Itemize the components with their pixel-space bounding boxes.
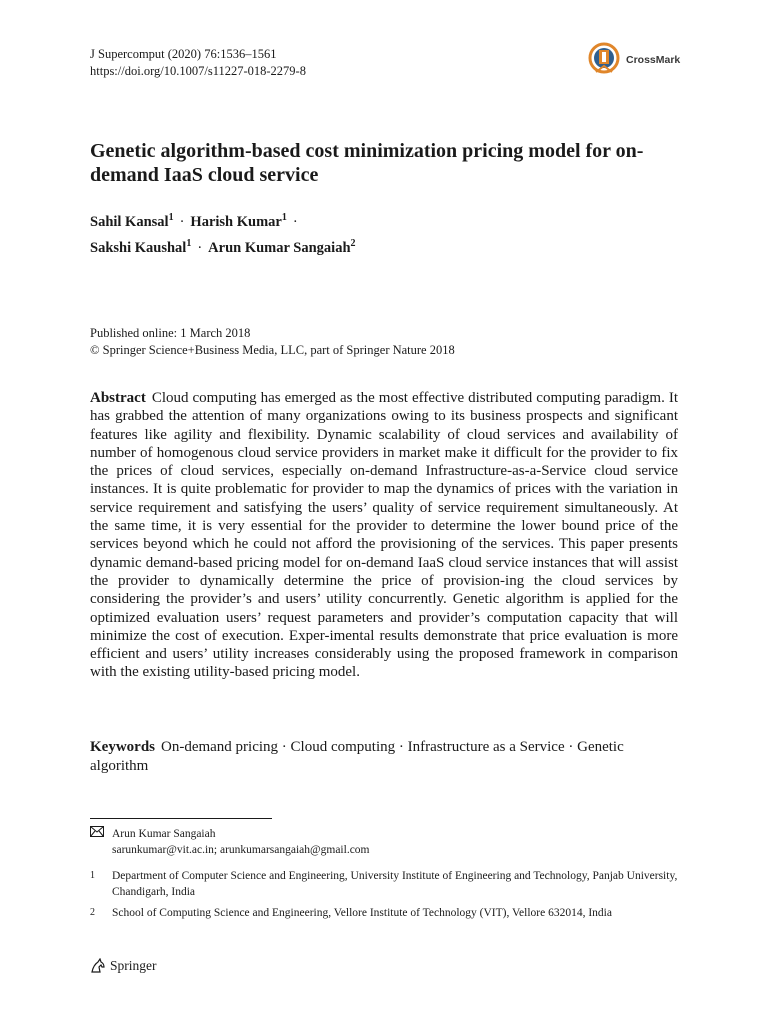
- abstract-heading: Abstract: [90, 390, 146, 406]
- journal-citation: J Supercomput (2020) 76:1536–1561: [90, 47, 277, 61]
- affiliation-mark: 1: [90, 870, 95, 881]
- author-affiliation-mark: 1: [186, 237, 192, 249]
- abstract-text: Cloud computing has emerged as the most effective distributed computing paradigm. It has grabbed the attention of many organizations owing to its business prospects and significant features like agility and flexibility. Dynamic scalability of cloud services and availability of number of homogenous cloud service providers in market make it difficult for the provider to fix the prices of cloud services, especially on-demand Infrastructure-as-a-Service cloud service instances. It is quite problematic for provider to map the dynamics of prices with the variation in service requirement and satisfying the users’ quality of service requirement simultaneously. At the same time, it is very essential for the provider to determine the lower bound price of the services beyond which he could not afford the provisioning of the services. This paper presents dynamic demand-based pricing model for on-demand IaaS cloud service instances that will assist the provider to dynamically determine the price of provision-ing the cloud services by considering the provider’s and users’ utility concurrently. Genetic algorithm is applied for the optimized evaluation users’ request parameters and provider’s computation capacity that will minimize the cost of execution. Exper-imental results demonstrate that price evaluation is more efficient and users’ utility increases considerably using the proposed framework in comparison with the existing utility-based pricing model.: [90, 390, 678, 681]
- affiliation-text: Department of Computer Science and Engineering, University Institute of Engineering and Technology, Panjab University, Chandigarh, India: [112, 870, 678, 898]
- abstract: [90, 389, 678, 682]
- affiliation-2: [90, 905, 680, 921]
- crossmark-badge[interactable]: [588, 42, 680, 78]
- author-affiliation-mark: 1: [281, 212, 287, 223]
- journal-header: [90, 46, 306, 80]
- separator: ·: [197, 239, 203, 256]
- author-affiliation-mark: 1: [168, 212, 174, 223]
- publication-info: [90, 325, 455, 359]
- doi-link[interactable]: https://doi.org/10.1007/s11227-018-2279-8: [90, 64, 306, 78]
- author-name[interactable]: Sahil Kansal: [90, 213, 169, 230]
- author-name[interactable]: Sakshi Kaushal: [90, 239, 187, 256]
- affiliation-text: School of Computing Science and Engineering, Vellore Institute of Technology (VIT), Vellore 632014, India: [112, 907, 612, 919]
- crossmark-icon: [588, 42, 620, 78]
- publisher-name: Springer: [110, 958, 157, 973]
- separator: ·: [292, 213, 298, 230]
- author-affiliation-mark: 2: [350, 237, 356, 249]
- keywords: [90, 738, 678, 776]
- corresponding-author-email[interactable]: sarunkumar@vit.ac.in; arunkumarsangaiah@gmail.com: [112, 844, 370, 856]
- author-name[interactable]: Arun Kumar Sangaiah: [208, 239, 351, 256]
- springer-horse-icon: [90, 958, 106, 974]
- corresponding-author-note: [90, 826, 680, 858]
- paper-title: Genetic algorithm-based cost minimization pricing model for on-demand IaaS cloud service: [90, 140, 644, 186]
- author-name[interactable]: Harish Kumar: [190, 213, 282, 230]
- publisher-logo: [90, 958, 157, 974]
- affiliation-1: [90, 868, 680, 900]
- separator: ·: [179, 213, 185, 230]
- keywords-heading: Keywords: [90, 739, 155, 755]
- corresponding-author-name: Arun Kumar Sangaiah: [112, 828, 216, 840]
- affiliation-mark: 2: [90, 907, 95, 918]
- keywords-text: On-demand pricing · Cloud computing · Infrastructure as a Service · Genetic algorithm: [90, 739, 624, 774]
- crossmark-label: CrossMark: [626, 54, 681, 66]
- published-date: Published online: 1 March 2018: [90, 326, 251, 340]
- envelope-icon: [90, 826, 112, 858]
- author-list: [90, 207, 356, 259]
- copyright-notice: © Springer Science+Business Media, LLC, part of Springer Nature 2018: [90, 343, 455, 357]
- footnote-divider: [90, 818, 272, 819]
